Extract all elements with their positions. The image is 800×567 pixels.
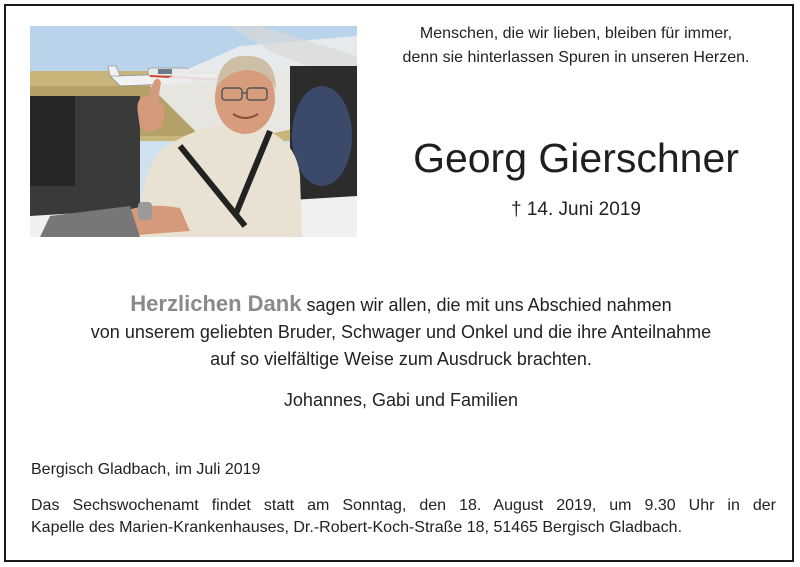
place-date: Bergisch Gladbach, im Juli 2019 bbox=[31, 461, 261, 478]
signers: Johannes, Gabi und Familien bbox=[283, 390, 519, 410]
deceased-name: Georg Gierschner bbox=[413, 135, 739, 181]
memorial-quote bbox=[366, 22, 786, 70]
quote-line-1: Menschen, die wir lieben, bleiben für immer, bbox=[419, 25, 733, 42]
thanks-line-1 bbox=[46, 290, 756, 319]
obituary-card bbox=[4, 4, 794, 562]
portrait-photo bbox=[30, 26, 357, 237]
portrait-photo-illustration bbox=[30, 26, 357, 237]
thanks-line-2: von unserem geliebten Bruder, Schwager und Onkel und die ihre Anteilnahme bbox=[90, 322, 712, 342]
notice-line-2: Kapelle des Marien-Krankenhauses, Dr.-Robert-Koch-Straße 18, 51465 Bergisch Gladbach. bbox=[31, 519, 683, 536]
thanks-line-3: auf so vielfältige Weise zum Ausdruck brachten. bbox=[210, 349, 592, 369]
thanks-line-1-text: sagen wir allen, die mit uns Abschied nahmen bbox=[301, 295, 672, 315]
service-notice bbox=[31, 495, 776, 539]
quote-line-2: denn sie hinterlassen Spuren in unseren Herzen. bbox=[402, 49, 750, 66]
thanks-message bbox=[46, 290, 756, 373]
thanks-emphasis: Herzlichen Dank bbox=[130, 291, 302, 316]
notice-line-1: Das Sechswochenamt findet statt am Sonntag, den 18. August 2019, um 9.30 Uhr in der bbox=[31, 497, 776, 514]
death-date: † 14. Juni 2019 bbox=[511, 199, 641, 220]
